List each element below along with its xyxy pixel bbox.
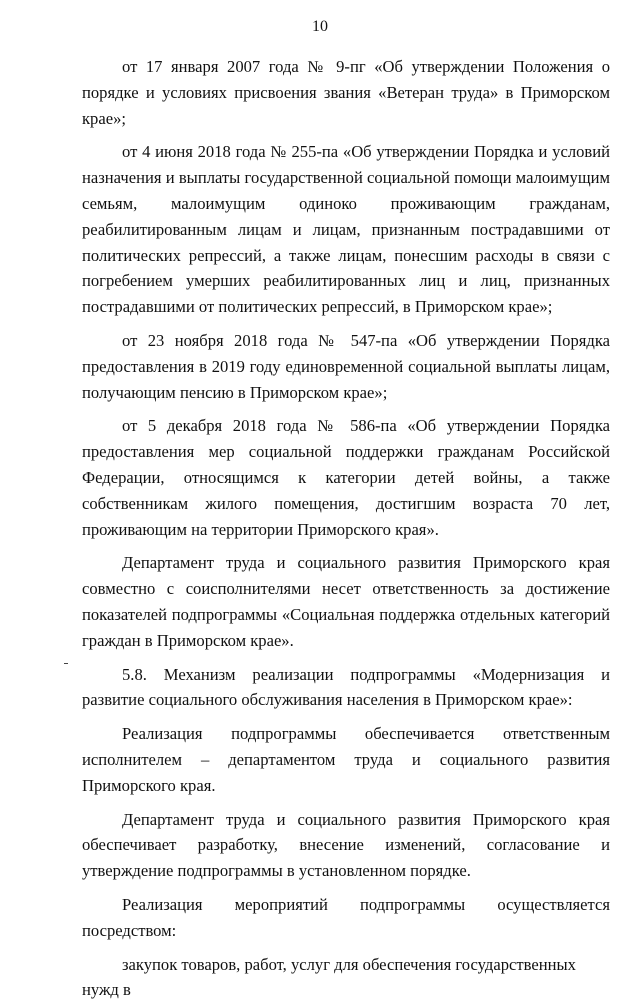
paragraph-decree-586pa: от 5 декабря 2018 года № 586-па «Об утверждении Порядка предоставления мер социальной поддержки гражданам Российской Федерации, относящимся к категории детей войны, а также собственникам жилого помещения, достигшим возраста 70 лет, проживающим на территории Приморского края». (82, 413, 610, 542)
paragraph-department: Департамент труда и социального развития Приморского края обеспечивает разработку, внесение изменений, согласование и утверждение подпрограммы в установленном порядке. (82, 807, 610, 884)
page-number: 10 (0, 18, 640, 36)
paragraph-decree-547pa: от 23 ноября 2018 года № 547-па «Об утверждении Порядка предоставления в 2019 году единовременной социальной выплаты лицам, получающим пенсию в Приморском крае»; (82, 328, 610, 405)
paragraph-implementation: Реализация подпрограммы обеспечивается ответственным исполнителем – департаментом труда и социального развития Приморского края. (82, 721, 610, 798)
paragraph-decree-9pg: от 17 января 2007 года № 9-пг «Об утверждении Положения о порядке и условиях присвоения звания «Ветеран труда» в Приморском крае»; (82, 54, 610, 131)
paragraph-procurement: закупок товаров, работ, услуг для обеспечения государственных нужд в (82, 952, 610, 1003)
paragraph-responsibility: Департамент труда и социального развития Приморского края совместно с соисполнителями несет ответственность за достижение показателей подпрограммы «Социальная поддержка отдельных категорий граждан в Приморском крае». (82, 550, 610, 653)
paragraph-means: Реализация мероприятий подпрограммы осуществляется посредством: (82, 892, 610, 944)
document-body (82, 54, 610, 1003)
paragraph-section-5-8: 5.8. Механизм реализации подпрограммы «Модернизация и развитие социального обслуживания населения в Приморском крае»: (82, 662, 610, 714)
paragraph-decree-255pa: от 4 июня 2018 года № 255-па «Об утверждении Порядка и условий назначения и выплаты государственной социальной помощи малоимущим семьям, малоимущим одиноко проживающим гражданам, реабилитированным лицам и лицам, признанным пострадавшими от политических репрессий, а также лицам, понесшим расходы в связи с погребением умерших реабилитированных лиц и лиц, признанных пострадавшими от политических репрессий, в Приморском крае»; (82, 139, 610, 320)
margin-mark (64, 663, 68, 664)
